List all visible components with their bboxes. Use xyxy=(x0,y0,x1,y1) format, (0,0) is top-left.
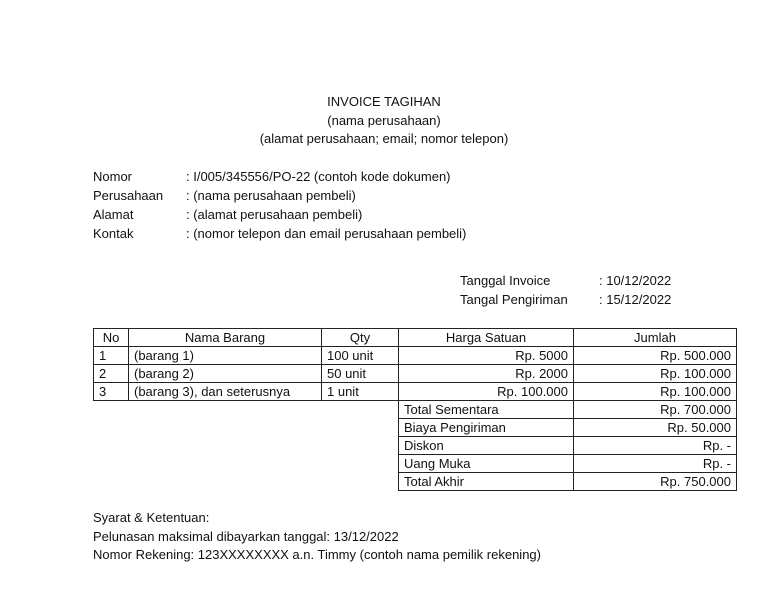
column-header-qty: Qty xyxy=(322,329,399,347)
cell-price: Rp. 2000 xyxy=(399,365,574,383)
info-label-perusahaan: Perusahaan xyxy=(93,188,164,203)
summary-label: Diskon xyxy=(399,437,574,455)
cell-no: 1 xyxy=(94,347,129,365)
summary-value: Rp. - xyxy=(574,455,737,473)
cell-qty: 50 unit xyxy=(322,365,399,383)
info-label-nomor: Nomor xyxy=(93,169,133,184)
info-label-kontak: Kontak xyxy=(93,226,134,241)
cell-qty: 1 unit xyxy=(322,383,399,401)
summary-value: Rp. 750.000 xyxy=(574,473,737,491)
summary-value: Rp. 700.000 xyxy=(574,401,737,419)
cell-price: Rp. 100.000 xyxy=(399,383,574,401)
company-address: (alamat perusahaan; email; nomor telepon) xyxy=(259,131,509,146)
info-value-nomor: : I/005/345556/PO-22 (contoh kode dokumen) xyxy=(186,169,451,184)
cell-total: Rp. 500.000 xyxy=(574,347,737,365)
table-header-row xyxy=(94,329,737,347)
table-row xyxy=(94,383,737,401)
summary-row xyxy=(94,473,737,491)
cell-name: (barang 1) xyxy=(129,347,322,365)
date-label-invoice: Tanggal Invoice xyxy=(460,273,551,288)
company-name: (nama perusahaan) xyxy=(327,113,441,128)
summary-label: Uang Muka xyxy=(399,455,574,473)
summary-row xyxy=(94,437,737,455)
info-value-perusahaan: : (nama perusahaan pembeli) xyxy=(186,188,356,203)
summary-value: Rp. - xyxy=(574,437,737,455)
date-value-shipping: : 15/12/2022 xyxy=(599,292,672,307)
column-header-no: No xyxy=(94,329,129,347)
summary-row xyxy=(94,401,737,419)
summary-row xyxy=(94,419,737,437)
invoice-title: INVOICE TAGIHAN xyxy=(327,94,441,109)
table-row xyxy=(94,365,737,383)
cell-no: 2 xyxy=(94,365,129,383)
info-label-alamat: Alamat xyxy=(93,207,134,222)
cell-name: (barang 3), dan seterusnya xyxy=(129,383,322,401)
cell-qty: 100 unit xyxy=(322,347,399,365)
info-value-alamat: : (alamat perusahaan pembeli) xyxy=(186,207,363,222)
column-header-price: Harga Satuan xyxy=(399,329,574,347)
table-row xyxy=(94,347,737,365)
column-header-name: Nama Barang xyxy=(129,329,322,347)
terms-bank-account: Nomor Rekening: 123XXXXXXXX a.n. Timmy (contoh nama pemilik rekening) xyxy=(93,547,541,562)
terms-payment-deadline: Pelunasan maksimal dibayarkan tanggal: 13/12/2022 xyxy=(93,529,399,544)
terms-heading: Syarat & Ketentuan: xyxy=(93,510,210,525)
summary-label: Total Akhir xyxy=(399,473,574,491)
cell-price: Rp. 5000 xyxy=(399,347,574,365)
date-value-invoice: : 10/12/2022 xyxy=(599,273,672,288)
cell-total: Rp. 100.000 xyxy=(574,365,737,383)
info-value-kontak: : (nomor telepon dan email perusahaan pembeli) xyxy=(186,226,467,241)
summary-value: Rp. 50.000 xyxy=(574,419,737,437)
items-table xyxy=(93,328,737,491)
summary-row xyxy=(94,455,737,473)
summary-label: Biaya Pengiriman xyxy=(399,419,574,437)
cell-name: (barang 2) xyxy=(129,365,322,383)
column-header-total: Jumlah xyxy=(574,329,737,347)
summary-label: Total Sementara xyxy=(399,401,574,419)
date-label-shipping: Tangal Pengiriman xyxy=(460,292,568,307)
cell-total: Rp. 100.000 xyxy=(574,383,737,401)
cell-no: 3 xyxy=(94,383,129,401)
